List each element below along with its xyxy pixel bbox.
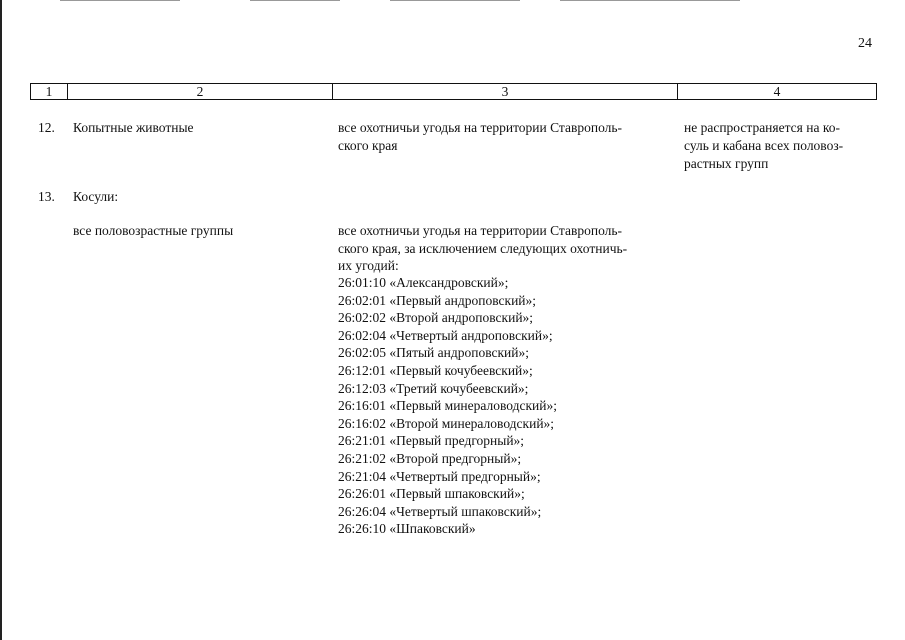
restriction-line: растных групп (684, 156, 769, 171)
scan-edge-top (250, 0, 340, 1)
list-item: 26:02:02 «Второй андроповский»; (338, 310, 534, 326)
table-header-cell: 3 (333, 84, 678, 99)
scan-edge-top (390, 0, 520, 1)
list-item: 26:26:10 «Шпаковский» (338, 521, 476, 537)
species-name: Копытные животные (73, 120, 194, 135)
territory-line: все охотничьи угодья на территории Ставрополь- (338, 223, 623, 238)
scan-edge-top (560, 0, 740, 1)
list-item: 26:21:01 «Первый предгорный»; (338, 433, 525, 449)
list-item: 26:12:03 «Третий кочубеевский»; (338, 380, 529, 396)
territory-line: ского края (338, 138, 398, 153)
species-name: Косули: (73, 189, 119, 204)
restriction-line: суль и кабана всех половоз- (684, 138, 844, 153)
scan-edge-top (60, 0, 180, 1)
list-item: 26:16:01 «Первый минераловодский»; (338, 398, 558, 414)
list-item: 26:26:04 «Четвертый шпаковский»; (338, 503, 542, 519)
scan-edge-left (0, 0, 2, 640)
territory-line: их угодий: (338, 258, 399, 273)
table-header-cell: 4 (773, 84, 781, 99)
list-item: 26:21:04 «Четвертый предгорный»; (338, 468, 541, 484)
list-item: 26:01:10 «Александровский»; (338, 275, 509, 290)
list-item: 26:26:01 «Первый шпаковский»; (338, 486, 525, 502)
territory-line: все охотничьи угодья на территории Ставрополь- (338, 120, 623, 135)
list-item: 26:02:04 «Четвертый андроповский»; (338, 327, 553, 343)
list-item: 26:16:02 «Второй минераловодский»; (338, 415, 555, 431)
table-header-row (30, 83, 877, 100)
row-number: 13. (38, 189, 55, 204)
list-item: 26:21:02 «Второй предгорный»; (338, 450, 522, 466)
list-item: 26:02:01 «Первый андроповский»; (338, 292, 537, 308)
species-subgroup: все половозрастные группы (73, 223, 234, 238)
page-number: 24 (858, 36, 872, 51)
table-header-cell: 2 (68, 84, 333, 99)
list-item: 26:02:05 «Пятый андроповский»; (338, 345, 530, 361)
restriction-line: не распространяется на ко- (684, 120, 840, 135)
row-number: 12. (38, 120, 55, 135)
list-item: 26:12:01 «Первый кочубеевский»; (338, 362, 533, 378)
table-header-cell: 1 (31, 84, 68, 99)
territory-line: ского края, за исключением следующих охотничь- (338, 241, 628, 256)
excluded-areas-list (338, 274, 557, 538)
